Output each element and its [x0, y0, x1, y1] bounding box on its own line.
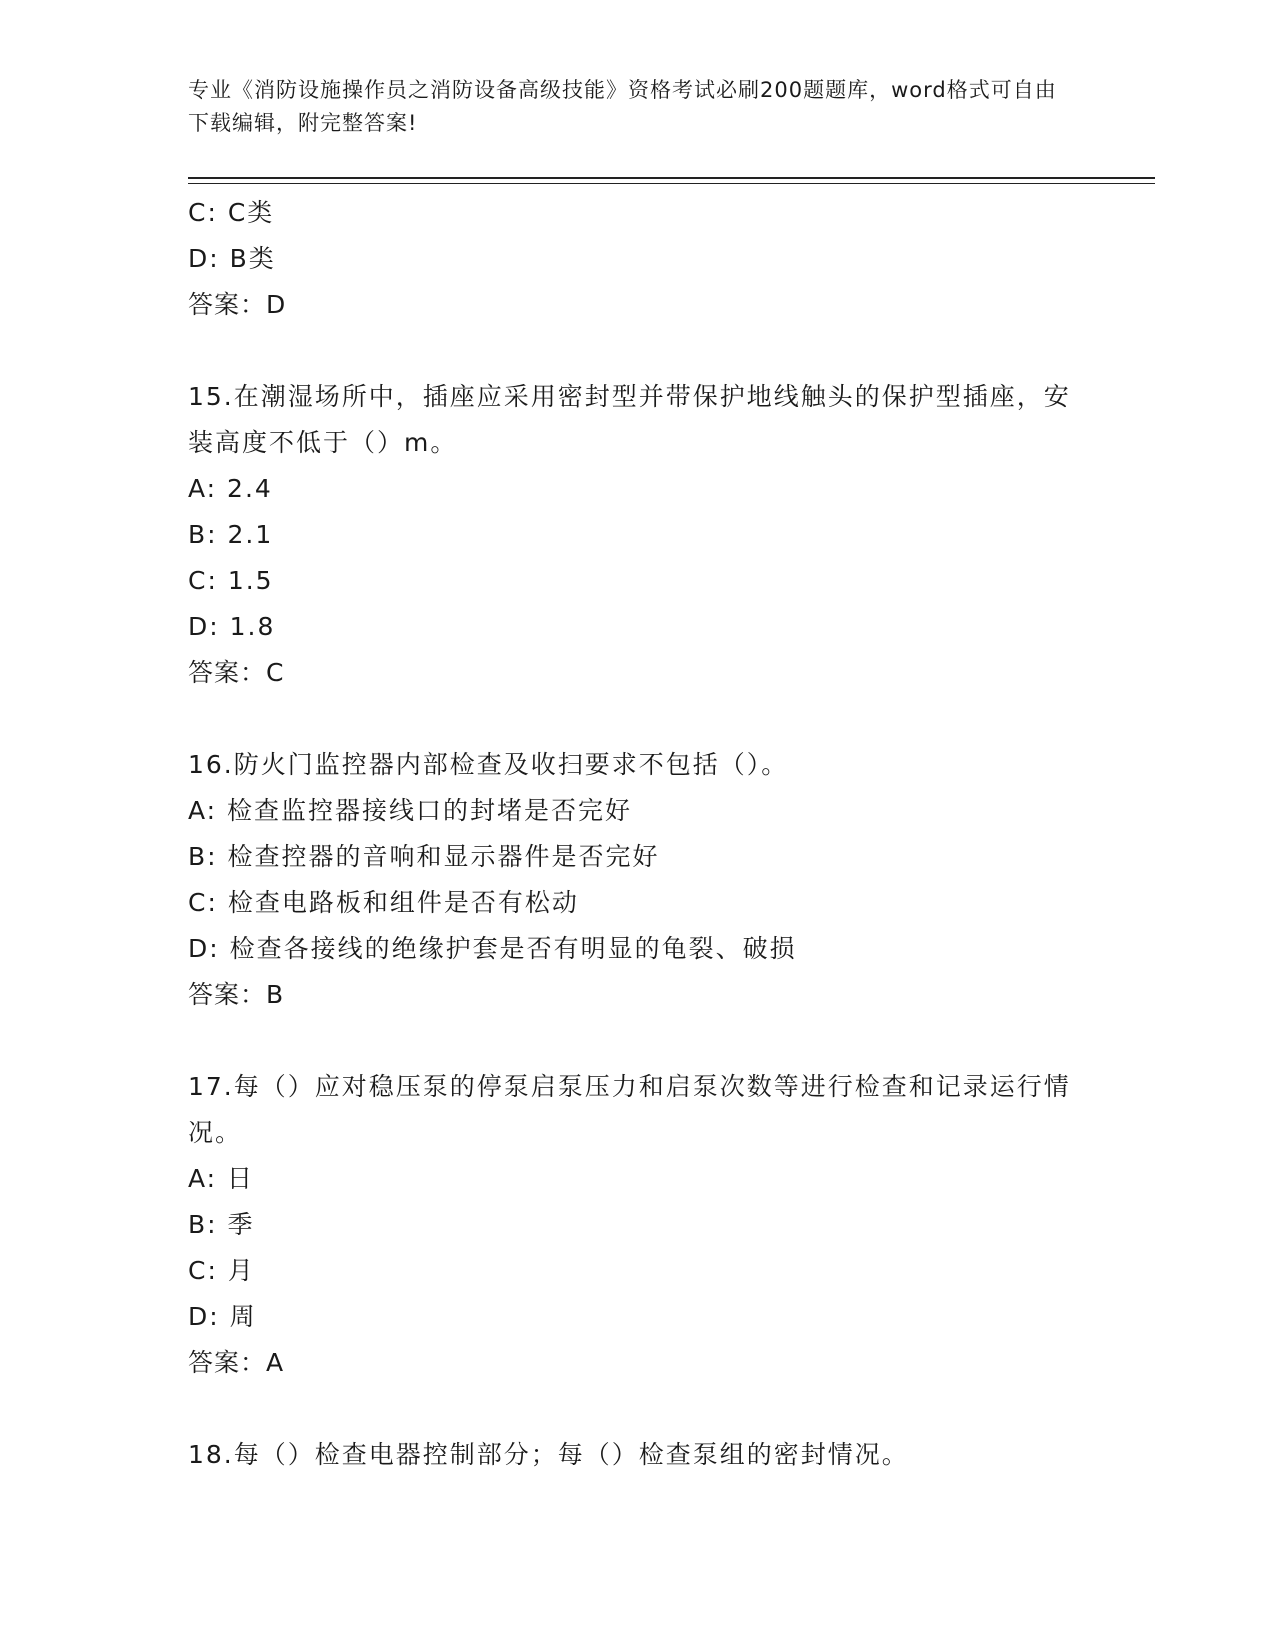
question-text: 16.防火门监控器内部检查及收扫要求不包括（）。	[188, 750, 789, 779]
option-d: D: 检查各接线的绝缘护套是否有明显的龟裂、破损	[188, 934, 797, 963]
option-d: D: B类	[188, 244, 276, 273]
answer-line: 答案：C	[188, 658, 285, 687]
option-b: B: 季	[188, 1210, 255, 1239]
option-d: D: 周	[188, 1302, 257, 1331]
option-a: A: 检查监控器接线口的封堵是否完好	[188, 796, 633, 825]
question-15	[188, 374, 1088, 696]
option-c: C: 1.5	[188, 566, 274, 595]
header-divider-thin	[188, 183, 1155, 184]
option-d: D: 1.8	[188, 612, 276, 641]
question-text: 15.在潮湿场所中，插座应采用密封型并带保护地线触头的保护型插座，安装高度不低于（）m。	[188, 382, 1071, 457]
question-text: 17.每（）应对稳压泵的停泵启泵压力和启泵次数等进行检查和记录运行情况。	[188, 1072, 1071, 1147]
option-c: C: C类	[188, 198, 275, 227]
option-b: B: 2.1	[188, 520, 274, 549]
question-list	[188, 190, 1088, 1478]
option-c: C: 检查电路板和组件是否有松动	[188, 888, 579, 917]
header-divider-thick	[188, 177, 1155, 179]
answer-line: 答案：A	[188, 1348, 285, 1377]
option-b: B: 检查控器的音响和显示器件是否完好	[188, 842, 660, 871]
answer-line: 答案：B	[188, 980, 285, 1009]
option-a: A: 2.4	[188, 474, 273, 503]
option-c: C: 月	[188, 1256, 255, 1285]
document-header: 专业《消防设施操作员之消防设备高级技能》资格考试必刷200题题库，word格式可自由下载编辑，附完整答案!	[188, 78, 1057, 135]
question-17	[188, 1064, 1088, 1386]
option-a: A: 日	[188, 1164, 255, 1193]
question-18	[188, 1432, 1088, 1478]
answer-line: 答案：D	[188, 290, 287, 319]
question-text: 18.每（）检查电器控制部分；每（）检查泵组的密封情况。	[188, 1440, 909, 1469]
question-16	[188, 742, 1088, 1018]
